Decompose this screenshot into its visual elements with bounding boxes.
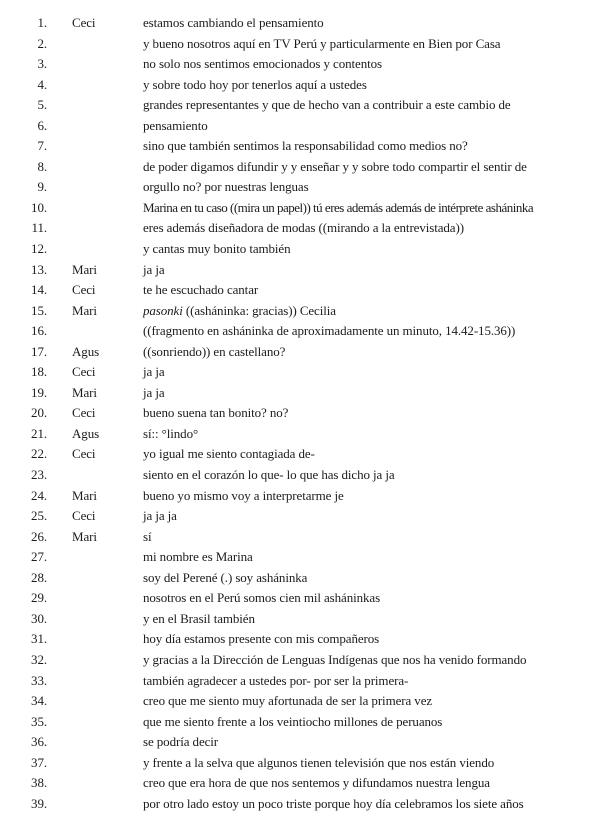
utterance-plain-segment: mi nombre es Marina <box>143 549 253 565</box>
utterance-plain-segment: sí:: °lindo° <box>143 425 199 441</box>
speaker-label: Mari <box>72 384 97 400</box>
speaker-label <box>47 75 143 96</box>
utterance-plain-segment: bueno suena tan bonito? no? <box>143 405 289 421</box>
utterance-text <box>143 732 614 753</box>
line-number: 22. <box>31 446 47 462</box>
line-number: 14. <box>31 282 47 298</box>
utterance-plain-segment: Marina en tu caso ((mira un papel)) tú eres además además de intérprete asháninka <box>143 199 534 215</box>
utterance-plain-segment: que me siento frente a los veintiocho millones de peruanos <box>143 713 443 729</box>
speaker-label: Mari <box>72 261 97 277</box>
utterance-text <box>143 568 614 589</box>
utterance-plain-segment: de poder digamos difundir y y enseñar y y sobre todo compartir el sentir de <box>143 158 527 174</box>
utterance-text <box>143 239 614 260</box>
line-number: 33. <box>31 672 47 688</box>
line-number: 37. <box>31 754 47 770</box>
speaker-label: Ceci <box>72 446 96 462</box>
utterance-text <box>143 362 614 383</box>
line-number: 5. <box>37 97 47 113</box>
transcript-row <box>0 239 614 260</box>
speaker-label: Ceci <box>72 405 96 421</box>
transcript-row <box>0 177 614 198</box>
transcript-row <box>0 34 614 55</box>
line-number: 38. <box>31 775 47 791</box>
line-number: 10. <box>31 199 47 215</box>
utterance-text <box>143 13 614 34</box>
speaker-label: Mari <box>72 487 97 503</box>
utterance-text <box>143 794 614 815</box>
transcript-row <box>0 383 614 404</box>
utterance-plain-segment: y cantas muy bonito también <box>143 241 291 257</box>
line-number: 18. <box>31 364 47 380</box>
transcript-row <box>0 629 614 650</box>
transcript <box>0 13 614 814</box>
utterance-text <box>143 177 614 198</box>
speaker-label <box>47 157 143 178</box>
utterance-text <box>143 527 614 548</box>
line-number: 8. <box>37 158 47 174</box>
line-number: 11. <box>31 220 47 236</box>
utterance-text <box>143 506 614 527</box>
utterance-text <box>143 671 614 692</box>
line-number: 4. <box>37 76 47 92</box>
utterance-plain-segment: yo igual me siento contagiada de- <box>143 446 315 462</box>
line-number: 13. <box>31 261 47 277</box>
line-number: 27. <box>31 549 47 565</box>
utterance-plain-segment: ((sonriendo)) en castellano? <box>143 343 286 359</box>
speaker-label <box>47 671 143 692</box>
line-number: 25. <box>31 508 47 524</box>
speaker-label <box>47 177 143 198</box>
speaker-label <box>47 54 143 75</box>
line-number: 9. <box>37 179 47 195</box>
speaker-label: Mari <box>72 302 97 318</box>
utterance-text <box>143 609 614 630</box>
transcript-row <box>0 506 614 527</box>
speaker-label: Ceci <box>72 282 96 298</box>
speaker-label <box>47 116 143 137</box>
utterance-plain-segment: se podría decir <box>143 734 219 750</box>
utterance-text <box>143 691 614 712</box>
utterance-plain-segment: creo que me siento muy afortunada de ser la primera vez <box>143 693 433 709</box>
utterance-plain-segment: bueno yo mismo voy a interpretarme je <box>143 487 344 503</box>
utterance-plain-segment: sí <box>143 528 152 544</box>
speaker-label: Ceci <box>72 364 96 380</box>
transcript-row <box>0 444 614 465</box>
transcript-row <box>0 547 614 568</box>
utterance-text <box>143 95 614 116</box>
utterance-plain-segment: creo que era hora de que nos sentemos y difundamos nuestra lengua <box>143 775 490 791</box>
utterance-plain-segment: soy del Perené (.) soy asháninka <box>143 569 308 585</box>
utterance-plain-segment: ja ja <box>143 384 165 400</box>
speaker-label <box>47 218 143 239</box>
utterance-text <box>143 75 614 96</box>
utterance-text <box>143 321 614 342</box>
line-number: 32. <box>31 651 47 667</box>
transcript-row <box>0 280 614 301</box>
utterance-text <box>143 547 614 568</box>
transcript-row <box>0 218 614 239</box>
transcript-row <box>0 671 614 692</box>
speaker-label <box>47 34 143 55</box>
utterance-text <box>143 753 614 774</box>
utterance-text <box>143 588 614 609</box>
utterance-text <box>143 486 614 507</box>
utterance-plain-segment: ja ja <box>143 261 165 277</box>
line-number: 39. <box>31 795 47 811</box>
speaker-label: Agus <box>72 343 100 359</box>
line-number: 30. <box>31 610 47 626</box>
utterance-text <box>143 465 614 486</box>
utterance-text <box>143 383 614 404</box>
speaker-label: Mari <box>72 528 97 544</box>
utterance-text <box>143 54 614 75</box>
speaker-label <box>47 568 143 589</box>
speaker-label <box>47 609 143 630</box>
utterance-plain-segment: y sobre todo hoy por tenerlos aquí a ustedes <box>143 76 367 92</box>
utterance-text <box>143 444 614 465</box>
utterance-plain-segment: te he escuchado cantar <box>143 282 259 298</box>
utterance-text <box>143 424 614 445</box>
speaker-label <box>47 691 143 712</box>
speaker-label: Ceci <box>72 508 96 524</box>
transcript-row <box>0 486 614 507</box>
utterance-plain-segment: orgullo no? por nuestras lenguas <box>143 179 309 195</box>
transcript-row <box>0 157 614 178</box>
utterance-plain-segment: ja ja ja <box>143 508 177 524</box>
utterance-plain-segment: sino que también sentimos la responsabilidad como medios no? <box>143 138 468 154</box>
utterance-text <box>143 342 614 363</box>
utterance-text <box>143 773 614 794</box>
line-number: 35. <box>31 713 47 729</box>
utterance-text <box>143 260 614 281</box>
transcript-row <box>0 260 614 281</box>
speaker-label <box>47 732 143 753</box>
transcript-row <box>0 403 614 424</box>
transcript-row <box>0 342 614 363</box>
utterance-text <box>143 218 614 239</box>
transcript-row <box>0 773 614 794</box>
utterance-text <box>143 280 614 301</box>
transcript-row <box>0 527 614 548</box>
line-number: 24. <box>31 487 47 503</box>
transcript-row <box>0 732 614 753</box>
line-number: 26. <box>31 528 47 544</box>
line-number: 6. <box>37 117 47 133</box>
speaker-label <box>47 794 143 815</box>
utterance-plain-segment: ja ja <box>143 364 165 380</box>
transcript-row <box>0 198 614 219</box>
speaker-label <box>47 629 143 650</box>
transcript-row <box>0 136 614 157</box>
speaker-label <box>47 712 143 733</box>
transcript-row <box>0 712 614 733</box>
transcript-row <box>0 116 614 137</box>
transcript-row <box>0 54 614 75</box>
line-number: 1. <box>37 15 47 30</box>
utterance-text <box>143 650 614 671</box>
utterance-plain-segment: por otro lado estoy un poco triste porque hoy día celebramos los siete años <box>143 795 524 811</box>
utterance-plain-segment: eres además diseñadora de modas ((mirando a la entrevistada)) <box>143 220 464 236</box>
transcript-row <box>0 588 614 609</box>
utterance-italic-segment: pasonki <box>143 302 183 318</box>
line-number: 23. <box>31 467 47 483</box>
transcript-row <box>0 609 614 630</box>
utterance-text <box>143 157 614 178</box>
utterance-text <box>143 34 614 55</box>
line-number: 17. <box>31 343 47 359</box>
line-number: 16. <box>31 323 47 339</box>
utterance-plain-segment: también agradecer a ustedes por- por ser la primera- <box>143 672 409 688</box>
speaker-label <box>47 650 143 671</box>
utterance-text <box>143 198 614 219</box>
transcript-row <box>0 424 614 445</box>
line-number: 31. <box>31 631 47 647</box>
transcript-row <box>0 794 614 815</box>
utterance-text <box>143 116 614 137</box>
line-number: 36. <box>31 734 47 750</box>
speaker-label <box>47 321 143 342</box>
line-number: 29. <box>31 590 47 606</box>
transcript-row <box>0 753 614 774</box>
utterance-text <box>143 629 614 650</box>
transcript-row <box>0 95 614 116</box>
transcript-row <box>0 691 614 712</box>
line-number: 19. <box>31 384 47 400</box>
transcript-row <box>0 362 614 383</box>
speaker-label <box>47 239 143 260</box>
speaker-label: Agus <box>72 425 100 441</box>
speaker-label <box>47 465 143 486</box>
utterance-plain-segment: siento en el corazón lo que- lo que has dicho ja ja <box>143 467 395 483</box>
transcript-row <box>0 321 614 342</box>
transcript-row <box>0 650 614 671</box>
speaker-label <box>47 95 143 116</box>
speaker-label <box>47 547 143 568</box>
utterance-plain-segment: hoy día estamos presente con mis compañeros <box>143 631 380 647</box>
line-number: 20. <box>31 405 47 421</box>
speaker-label <box>47 136 143 157</box>
speaker-label <box>47 753 143 774</box>
utterance-plain-segment: grandes representantes y que de hecho van a contribuir a este cambio de <box>143 97 511 113</box>
speaker-label <box>47 588 143 609</box>
line-number: 7. <box>37 138 47 154</box>
line-number: 21. <box>31 425 47 441</box>
utterance-plain-segment: y bueno nosotros aquí en TV Perú y particularmente en Bien por Casa <box>143 35 501 51</box>
utterance-plain-segment: ((asháninka: gracias)) Cecilia <box>182 302 336 318</box>
utterance-text <box>143 136 614 157</box>
speaker-label <box>47 198 143 219</box>
utterance-plain-segment: ((fragmento en asháninka de aproximadamente un minuto, 14.42-15.36)) <box>143 323 516 339</box>
utterance-plain-segment: y gracias a la Dirección de Lenguas Indígenas que nos ha venido formando <box>143 651 527 667</box>
line-number: 34. <box>31 693 47 709</box>
utterance-text <box>143 403 614 424</box>
utterance-plain-segment: y frente a la selva que algunos tienen televisión que nos están viendo <box>143 754 495 770</box>
line-number: 12. <box>31 241 47 257</box>
utterance-plain-segment: no solo nos sentimos emocionados y contentos <box>143 56 382 72</box>
line-number: 3. <box>37 56 47 72</box>
transcript-row <box>0 301 614 322</box>
utterance-plain-segment: pensamiento <box>143 117 208 133</box>
line-number: 28. <box>31 569 47 585</box>
transcript-row <box>0 465 614 486</box>
transcript-row <box>0 568 614 589</box>
line-number: 15. <box>31 302 47 318</box>
utterance-plain-segment: y en el Brasil también <box>143 610 255 626</box>
transcript-row <box>0 13 614 34</box>
utterance-text <box>143 301 614 322</box>
speaker-label: Ceci <box>72 15 96 30</box>
utterance-plain-segment: nosotros en el Perú somos cien mil asháninkas <box>143 590 381 606</box>
utterance-plain-segment: estamos cambiando el pensamiento <box>143 15 324 30</box>
transcript-row <box>0 75 614 96</box>
utterance-text <box>143 712 614 733</box>
line-number: 2. <box>37 35 47 51</box>
speaker-label <box>47 773 143 794</box>
